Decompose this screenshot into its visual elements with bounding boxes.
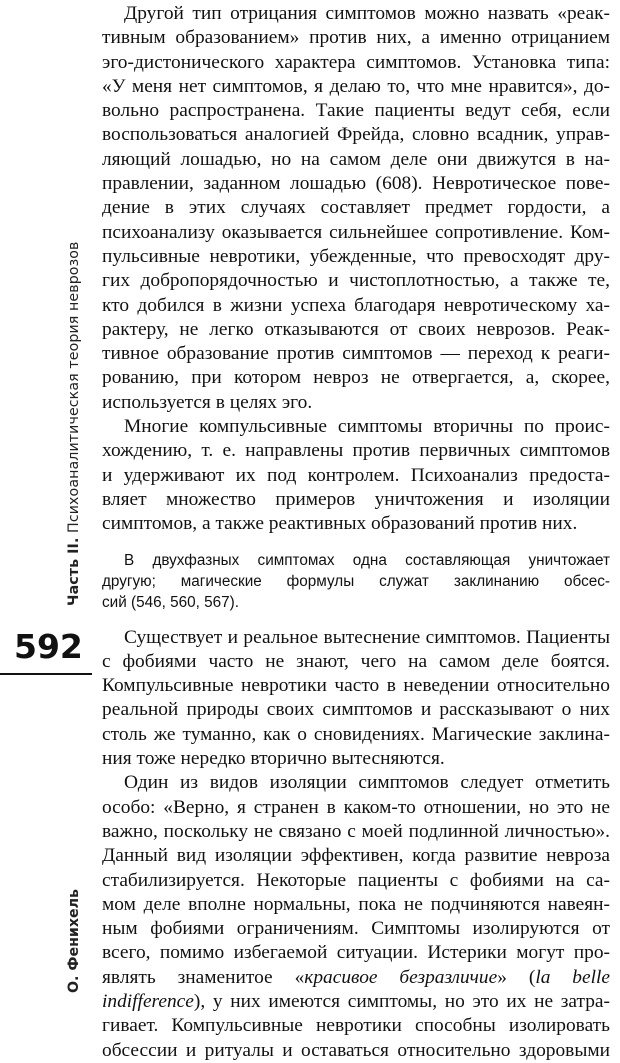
text-line: особо: «Верно, я странен в каком-то отношении, но это не	[102, 796, 610, 818]
small-print-note	[102, 550, 610, 613]
part-title: Психоаналитическая теория неврозов	[66, 241, 82, 533]
text-line: хождению, т. е. направлены против первичных симптомов	[102, 440, 610, 462]
running-header-title	[66, 242, 82, 606]
text-line: всего, помимо избегаемой ситуации. Истерики могут про-	[102, 942, 610, 964]
text-line: дение в этих случаях составляет предмет гордости, а	[102, 197, 610, 219]
text-line: воспользоваться аналогией Фрейда, словно всадник, управ-	[102, 124, 610, 146]
text-line: рактеру, не легко отказываются от своих неврозов. Реак-	[102, 318, 610, 340]
text-line: эго-дистонического характера симптомов. Установка типа:	[102, 51, 610, 73]
text-run: » (	[497, 966, 536, 988]
italic-run: la belle	[535, 966, 610, 988]
text-column	[102, 2, 610, 1063]
paragraph-2	[102, 415, 610, 536]
text-line: Существует и реальное вытеснение симптомов. Пациенты	[124, 626, 610, 648]
text-line: мом деле вполне нормальны, пока не подчиняются навеян-	[102, 893, 610, 915]
page-number-rule	[0, 673, 92, 675]
italic-run: indifference	[102, 990, 194, 1012]
running-header-margin	[0, 0, 100, 1002]
text-line: вольно распространена. Такие пациенты ведут себя, если	[102, 100, 610, 122]
text-line: столь же туманно, как о сновидениях. Магические заклина-	[102, 723, 610, 745]
text-line: стабилизируется. Некоторые пациенты с фобиями на са-	[102, 869, 610, 891]
text-line: гих добропорядочностью и чистоплотностью, а также те,	[102, 270, 610, 292]
text-line: пульсивные невротики, убежденные, что превосходят дру-	[102, 245, 610, 267]
text-line: симптомов, а также реактивных образований против них.	[102, 513, 578, 535]
text-line: рованию, при котором невроз не отвергается, а, скорее,	[102, 367, 610, 389]
paragraph-4	[102, 771, 610, 1063]
text-line: важно, поскольку не связано с моей подлинной личностью».	[102, 820, 610, 842]
text-line: Компульсивные невротики часто в неведении относительно	[102, 675, 610, 697]
text-line: ния тоже нередко вторично вытесняются.	[102, 748, 445, 770]
text-line: с фобиями часто не знают, чего на самом деле боятся.	[102, 650, 610, 672]
text-line: Многие компульсивные симптомы вторичны по проис-	[124, 416, 610, 438]
text-run: ), у них имеются симптомы, но это их не затра-	[193, 990, 610, 1012]
text-line: вляет множество примеров уничтожения и изоляции	[102, 488, 610, 510]
paragraph-3	[102, 626, 610, 772]
text-line-mixed	[102, 966, 610, 990]
text-line: реальной природы своих симптомов и рассказывают о них	[102, 699, 610, 721]
text-line: тивным образованием» против них, а именно отрицанием	[102, 27, 610, 49]
text-line: Один из видов изоляции симптомов следует отметить	[124, 772, 610, 794]
text-line-mixed	[102, 990, 610, 1014]
text-line: Другой тип отрицания симптомов можно назвать «реак-	[124, 3, 610, 24]
italic-run: красивое безразличие	[304, 966, 498, 988]
text-line: обсессии и ритуалы и оставаться относительно здоровыми	[102, 1039, 610, 1061]
text-run: являть знаменитое «	[102, 966, 305, 988]
text-line: используется в целях эго.	[102, 391, 313, 413]
note-line: В двухфазных симптомах одна составляющая уничтожает	[124, 551, 610, 569]
text-line: Данный вид изоляции эффективен, когда развитие невроза	[102, 845, 610, 867]
text-line: ляющий лошадью, но на самом деле они движутся в на-	[102, 148, 610, 170]
page-number: 592	[14, 627, 83, 666]
text-line: тивное образование против симптомов — переход к реаги-	[102, 343, 610, 365]
running-header-author: О. Фенихель	[66, 889, 82, 993]
text-line: гивает. Компульсивные невротики способны изолировать	[102, 1015, 610, 1037]
note-line: сий (546, 560, 567).	[102, 593, 239, 611]
text-line: «У меня нет симптомов, я делаю то, что мне нравится», до-	[102, 75, 610, 97]
text-line: правлении, заданном лошадью (608). Невротическое пове-	[102, 173, 610, 195]
text-line: и удерживают их под контролем. Психоанализ предоста-	[102, 464, 610, 486]
part-label: Часть II.	[66, 537, 82, 606]
paragraph-1	[102, 2, 610, 415]
note-line: другую; магические формулы служат заклинанию обсес-	[102, 572, 610, 590]
text-line: ным фобиями ограничениям. Симптомы изолируются от	[102, 918, 610, 940]
text-line: кто добился в жизни успеха благодаря невротическому ха-	[102, 294, 610, 316]
text-line: психоанализу оказывается сильнейшее сопротивление. Ком-	[102, 221, 610, 243]
